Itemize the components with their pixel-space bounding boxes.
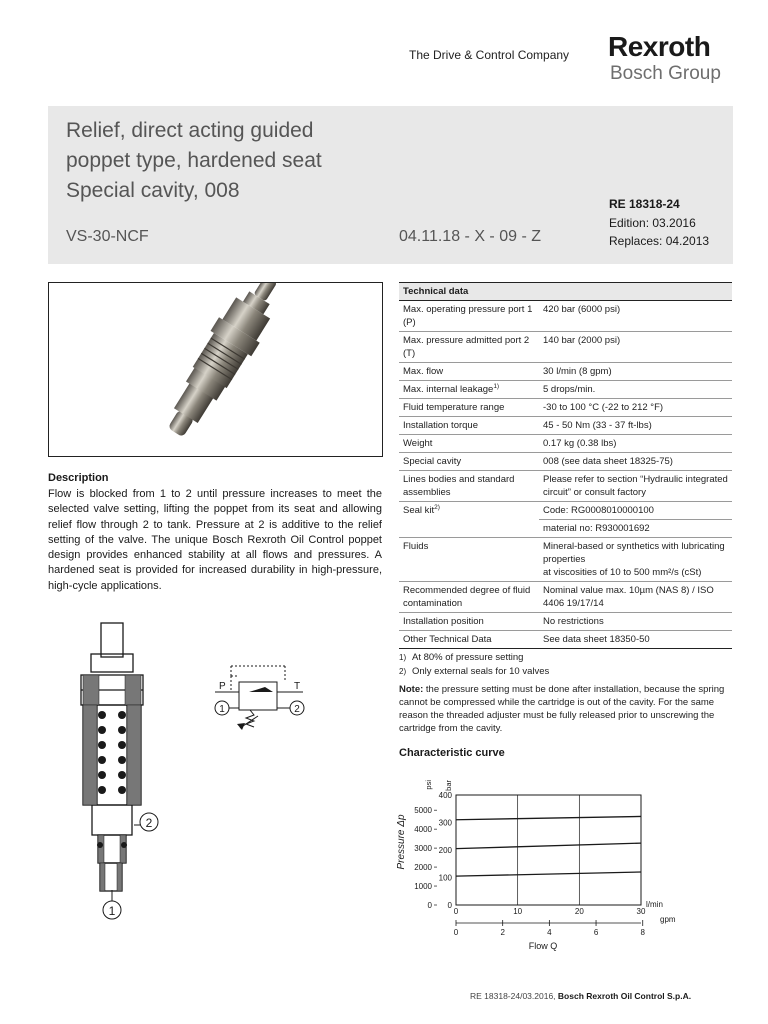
symbol-p-label: P <box>219 681 226 692</box>
row-key <box>399 502 539 538</box>
row-key: Installation torque <box>399 417 539 435</box>
row-key: Max. flow <box>399 363 539 381</box>
y-unit-bar: bar <box>444 780 453 791</box>
hydraulic-symbol <box>205 662 315 747</box>
row-value <box>539 538 732 582</box>
row-key: Lines bodies and standard assemblies <box>399 471 539 502</box>
x-tick-lpm: 30 <box>636 907 646 916</box>
x-unit-gpm: gpm <box>660 915 676 924</box>
title-line: poppet type, hardened seat <box>66 149 322 172</box>
row-value: 45 - 50 Nm (33 - 37 ft-lbs) <box>539 417 732 435</box>
row-value: 140 bar (2000 psi) <box>539 332 732 363</box>
row-key <box>399 381 539 399</box>
chart-svg <box>395 768 685 958</box>
row-value: 30 l/min (8 gpm) <box>539 363 732 381</box>
y-tick-psi: 1000 <box>414 882 432 892</box>
series-line-2 <box>456 843 641 849</box>
row-key: Recommended degree of fluid contamination <box>399 582 539 613</box>
edition: Edition: 03.2016 <box>609 216 696 230</box>
table-row <box>399 502 732 520</box>
row-value: material no: R930001692 <box>539 520 732 538</box>
row-value: 0.17 kg (0.38 lbs) <box>539 435 732 453</box>
re-number: RE 18318-24 <box>609 197 680 211</box>
table-row <box>399 453 732 471</box>
x-tick-gpm: 0 <box>453 928 459 937</box>
x-tick-gpm: 2 <box>500 928 505 937</box>
symbol-t-label: T <box>294 681 301 692</box>
port-2-label: 2 <box>145 816 153 830</box>
title-line: Relief, direct acting guided <box>66 119 314 142</box>
row-value: 420 bar (6000 psi) <box>539 301 732 332</box>
y-tick-bar: 0 <box>447 901 452 910</box>
row-value-line: Mineral-based or synthetics with lubricating properties <box>543 541 725 565</box>
footnote-ref: 2) <box>434 503 440 511</box>
table-row <box>399 399 732 417</box>
table-row <box>399 301 732 332</box>
row-value: No restrictions <box>539 613 732 631</box>
footer-ref: RE 18318-24/03.2016, <box>470 991 558 1001</box>
table-row <box>399 363 732 381</box>
table-header: Technical data <box>399 283 732 301</box>
title-banner <box>48 106 733 264</box>
row-key: Other Technical Data <box>399 631 539 649</box>
row-value: Nominal value max. 10µm (NAS 8) / ISO 4406 19/17/14 <box>539 582 732 613</box>
y-tick-bar: 200 <box>438 846 452 855</box>
plot-frame <box>456 795 641 905</box>
relief-valve-symbol <box>205 662 315 742</box>
footnote-number: 1) <box>399 653 407 662</box>
row-key-text: Max. internal leakage <box>403 384 494 395</box>
symbol-port-1: 1 <box>219 704 225 715</box>
characteristic-curve-chart <box>395 768 685 963</box>
x-tick-lpm: 20 <box>574 907 584 916</box>
footnote <box>399 666 549 677</box>
footer-company: Bosch Rexroth Oil Control S.p.A. <box>557 991 692 1001</box>
cartridge-photo-image <box>49 283 382 456</box>
table-row <box>399 381 732 399</box>
y-tick-bar: 300 <box>438 818 452 828</box>
product-code: 04.11.18 - X - 09 - Z <box>399 228 541 245</box>
footnote-number: 2) <box>399 667 407 676</box>
row-value: 008 (see data sheet 18325-75) <box>539 453 732 471</box>
row-value: See data sheet 18350-50 <box>539 631 732 649</box>
series-line-3 <box>456 872 641 876</box>
y-tick-psi: 3000 <box>414 844 432 854</box>
y-tick-bar: 400 <box>438 791 452 800</box>
series-line-1 <box>456 816 641 819</box>
section-drawing <box>70 620 180 930</box>
x-tick-gpm: 6 <box>593 928 599 937</box>
company-tagline: The Drive & Control Company <box>409 48 570 62</box>
description-text: Flow is blocked from 1 to 2 until pressure increases to meet the selected valve setting, lifting the poppet from its seat and allowing relief flow through 2 to tank. Pressure at 2 is additive to the relief setting of the valve. The unique Bosch Rexroth Oil Control poppet design provides enhanced stability at all flows and pressures. A hardened seat is provided for increased durability in high-pressure, high-cycle applications. <box>48 488 382 592</box>
x-tick-lpm: 10 <box>513 907 523 916</box>
y-tick-psi: 0 <box>427 901 432 910</box>
row-key: Fluids <box>399 538 539 582</box>
bosch-group-logo: Bosch Group <box>610 63 721 84</box>
row-key: Max. operating pressure port 1 (P) <box>399 301 539 332</box>
x-tick-gpm: 8 <box>640 928 645 937</box>
document-title <box>66 116 322 206</box>
row-key: Special cavity <box>399 453 539 471</box>
table-row <box>399 631 732 649</box>
symbol-port-2: 2 <box>294 704 300 715</box>
row-key: Weight <box>399 435 539 453</box>
row-key: Installation position <box>399 613 539 631</box>
footnote <box>399 652 523 663</box>
x-tick-gpm: 4 <box>547 928 552 937</box>
row-key-text: Seal kit <box>403 505 435 516</box>
y-axis-label: Pressure Δp <box>396 814 407 870</box>
y-tick-psi: 4000 <box>414 825 432 835</box>
footnote-text: At 80% of pressure setting <box>412 652 524 663</box>
curve-title: Characteristic curve <box>399 747 505 759</box>
note-paragraph <box>399 683 733 735</box>
title-line: Special cavity, 008 <box>66 179 240 202</box>
note-label: Note: <box>399 684 424 695</box>
x-axis-label: Flow Q <box>528 941 558 951</box>
table-row <box>399 582 732 613</box>
port-1-label: 1 <box>108 904 116 918</box>
footnote-text: Only external seals for 10 valves <box>412 666 550 677</box>
row-value: 5 drops/min. <box>539 381 732 399</box>
y-tick-psi: 5000 <box>414 806 432 816</box>
row-value-line: at viscosities of 10 to 500 mm²/s (cSt) <box>543 567 702 578</box>
row-key: Max. pressure admitted port 2 (T) <box>399 332 539 363</box>
rexroth-logo: Rexroth <box>608 31 711 62</box>
y-tick-psi: 2000 <box>414 863 432 873</box>
row-key: Fluid temperature range <box>399 399 539 417</box>
row-value: -30 to 100 °C (-22 to 212 °F) <box>539 399 732 417</box>
row-value: Please refer to section “Hydraulic integrated circuit” or consult factory <box>539 471 732 502</box>
product-photo <box>48 282 383 457</box>
replaces: Replaces: 04.2013 <box>609 234 710 248</box>
y-unit-psi: psi <box>424 780 433 790</box>
valve-section-drawing <box>70 620 180 925</box>
y-tick-bar: 100 <box>438 873 452 883</box>
x-tick-lpm: 0 <box>453 907 459 916</box>
footnote-ref: 1) <box>493 382 500 390</box>
description-title: Description <box>48 472 109 484</box>
technical-data-table <box>399 282 732 649</box>
type-code: VS-30-NCF <box>66 228 149 245</box>
table-row <box>399 471 732 502</box>
note-text: the pressure setting must be done after installation, because the spring cannot be compressed while the cartridge is out of the cavity. For the same reason the threaded adjuster must be fully released prior to unscrewing the cartridge from the cavity. <box>399 684 725 734</box>
table-row <box>399 332 732 363</box>
table-row <box>399 613 732 631</box>
table-row <box>399 435 732 453</box>
page-footer <box>470 991 691 1001</box>
table-row <box>399 538 732 582</box>
x-unit-lpm: l/min <box>646 900 663 909</box>
table-row <box>399 417 732 435</box>
row-value: Code: RG0008010000100 <box>539 502 732 520</box>
